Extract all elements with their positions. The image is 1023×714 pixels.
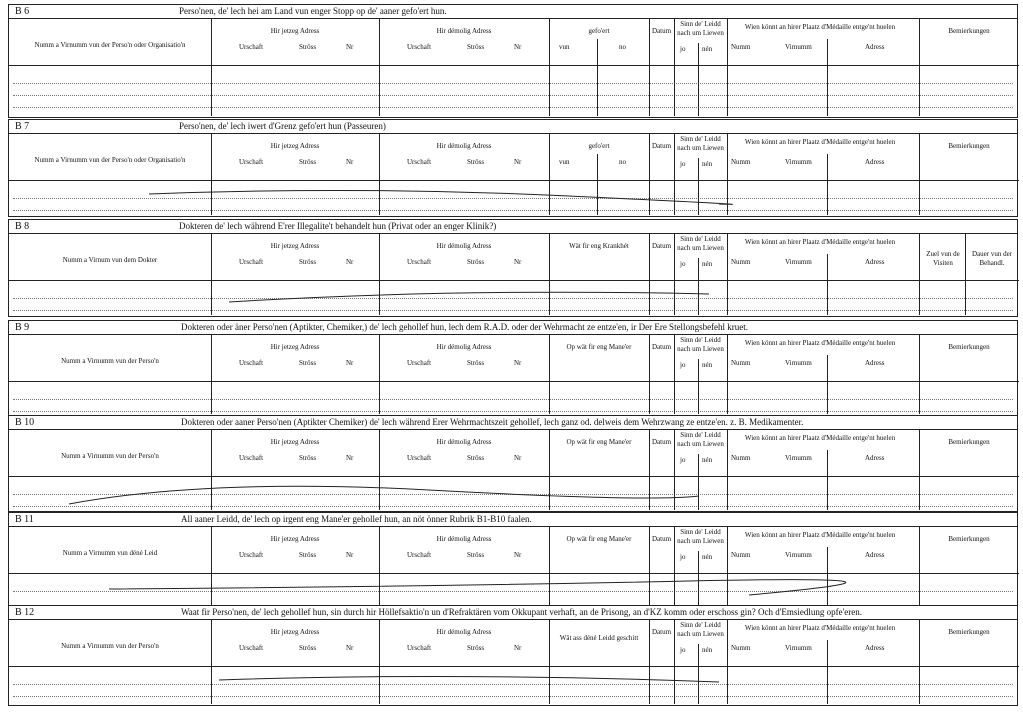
column-divider — [674, 19, 675, 116]
name-column-header: Numm a Virnumm vun der Perso'n oder Organisatio'n — [34, 156, 186, 164]
place-subheader: Urschaft — [239, 158, 264, 166]
row-divider — [9, 65, 1019, 66]
current-address-header: Hir jetzeg Adress — [270, 438, 320, 446]
sense-header: Sinn de' Leidd nach um Liewen — [677, 336, 724, 353]
yes-subheader: jo — [680, 160, 686, 168]
handwritten-pen-stroke — [9, 321, 1019, 417]
number-subheader: Nr — [514, 644, 522, 652]
illness-header: Wät fir eng Krankhét — [569, 242, 629, 250]
demolished-address-header: Hir démolig Adress — [436, 535, 492, 543]
section-b6 — [8, 4, 1018, 118]
section-b10 — [8, 415, 1018, 512]
no-subheader: nén — [702, 361, 713, 369]
name-column-header: Numm a Virnumm vun der Perso'n — [61, 357, 159, 365]
street-subheader: Ströss — [299, 454, 317, 462]
section-b9 — [8, 320, 1018, 416]
medal-address-subheader: Adress — [865, 454, 885, 462]
current-address-header: Hir jetzeg Adress — [270, 142, 320, 150]
column-divider — [674, 234, 675, 315]
date-header: Datum — [651, 343, 672, 351]
street-subheader: Ströss — [299, 644, 317, 652]
section-title: Dokteren de' lech während E'rer Illegalite't behandelt hun (Privat oder an enger Klinik?) — [179, 221, 497, 231]
number-subheader: Nr — [346, 551, 354, 559]
no-subheader: nén — [702, 260, 713, 268]
section-title-bar — [9, 5, 1017, 19]
sense-header: Sinn de' Leidd nach um Liewen — [677, 135, 724, 152]
row-divider — [9, 573, 1019, 574]
place-subheader: Urschaft — [239, 551, 264, 559]
medal-header: Wien könnt an hirer Plaatz d'Médaille entge'nt huelen — [744, 339, 896, 347]
medal-name-subheader: Numm — [731, 43, 751, 51]
medal-name-subheader: Numm — [731, 158, 751, 166]
column-divider — [549, 620, 550, 704]
section-title-bar — [9, 220, 1017, 234]
column-divider — [698, 454, 699, 510]
medal-name-subheader: Numm — [731, 359, 751, 367]
date-header: Datum — [651, 628, 672, 636]
medal-header: Wien könnt an hirer Plaatz d'Médaille entge'nt huelen — [744, 624, 896, 632]
section-code: B 11 — [15, 514, 34, 525]
place-subheader: Urschaft — [407, 551, 432, 559]
column-divider — [698, 258, 699, 315]
medal-address-subheader: Adress — [865, 158, 885, 166]
remarks-header: Bemierkungen — [948, 438, 990, 446]
row-divider — [9, 381, 1019, 382]
column-divider — [674, 335, 675, 414]
section-b11 — [8, 512, 1018, 607]
medal-address-subheader: Adress — [865, 43, 885, 51]
medal-header: Wien könnt an hirer Plaatz d'Médaille entge'nt huelen — [744, 238, 896, 246]
visits-header: Zuel vun de Visiten — [926, 250, 960, 267]
demolished-address-header: Hir démolig Adress — [436, 628, 492, 636]
column-divider — [827, 254, 828, 315]
section-title: Perso'nen, de' lech hei am Land vun enger Stopp op de' aaner gefo'ert hun. — [179, 6, 447, 16]
column-divider — [727, 335, 728, 414]
medal-firstname-subheader: Virnumm — [785, 158, 812, 166]
number-subheader: Nr — [346, 454, 354, 462]
street-subheader: Ströss — [467, 454, 485, 462]
place-subheader: Urschaft — [239, 43, 264, 51]
column-divider — [698, 551, 699, 605]
column-divider — [727, 234, 728, 315]
entry-line — [13, 399, 1013, 400]
medal-firstname-subheader: Virnumm — [785, 454, 812, 462]
section-code: B 9 — [15, 322, 30, 333]
section-b7 — [8, 119, 1018, 217]
current-address-header: Hir jetzeg Adress — [270, 535, 320, 543]
street-subheader: Ströss — [299, 158, 317, 166]
number-subheader: Nr — [514, 158, 522, 166]
column-divider — [827, 355, 828, 414]
yes-subheader: jo — [680, 260, 686, 268]
column-divider — [919, 234, 920, 315]
column-divider — [597, 154, 598, 215]
column-divider — [698, 644, 699, 704]
entry-line — [13, 411, 1013, 412]
medal-header: Wien könnt an hirer Plaatz d'Médaille entge'nt huelen — [744, 138, 896, 146]
place-subheader: Urschaft — [407, 158, 432, 166]
remarks-header: Bemierkungen — [948, 142, 990, 150]
suffered-header: Wät ass déné Leidd geschitt — [559, 634, 639, 642]
handwritten-pen-stroke — [9, 120, 1019, 218]
section-title: Dokteren oder aaner Perso'nen (Aptikter Chemiker) de' lech während Erer Wehrmachtszeit gehollef, lech ganz od. delweis dem Wehrzwang ze entze'en. z. B. Medikamenter. — [181, 417, 804, 427]
from-subheader: vun — [559, 43, 570, 51]
current-address-header: Hir jetzeg Adress — [270, 343, 320, 351]
no-subheader: nén — [702, 456, 713, 464]
section-title: Waat fir Perso'nen, de' lech gehollef hun, sin durch hir Höllefsaktio'n un d'Refraktären vom Okkupant verhaft, an de Prisong, an d'KZ komm oder erschoss gin? Och d'Emsiedlung opfe'eren. — [181, 607, 862, 617]
column-divider — [727, 134, 728, 215]
column-divider — [698, 359, 699, 414]
column-divider — [674, 134, 675, 215]
handwritten-pen-stroke — [9, 606, 1019, 707]
column-divider — [965, 234, 966, 315]
place-subheader: Urschaft — [239, 644, 264, 652]
medal-firstname-subheader: Virnumm — [785, 644, 812, 652]
place-subheader: Urschaft — [239, 258, 264, 266]
section-title-bar — [9, 606, 1017, 620]
street-subheader: Ströss — [467, 644, 485, 652]
entry-line — [13, 298, 1013, 299]
column-divider — [727, 19, 728, 116]
yes-subheader: jo — [680, 361, 686, 369]
medal-address-subheader: Adress — [865, 258, 885, 266]
date-header: Datum — [651, 535, 672, 543]
remarks-header: Bemierkungen — [948, 343, 990, 351]
place-subheader: Urschaft — [407, 644, 432, 652]
entry-line — [13, 591, 1013, 592]
entry-line — [13, 95, 1013, 96]
row-divider — [9, 476, 1019, 477]
handwritten-pen-stroke — [9, 220, 1019, 318]
column-divider — [827, 547, 828, 605]
medal-name-subheader: Numm — [731, 644, 751, 652]
demolished-address-header: Hir démolig Adress — [436, 27, 492, 35]
sense-header: Sinn de' Leidd nach um Liewen — [677, 621, 724, 638]
handwritten-pen-stroke — [9, 513, 1019, 608]
medal-name-subheader: Numm — [731, 258, 751, 266]
medal-firstname-subheader: Virnumm — [785, 359, 812, 367]
medal-address-subheader: Adress — [865, 644, 885, 652]
column-divider — [727, 430, 728, 510]
medal-header: Wien könnt an hirer Plaatz d'Médaille entge'nt huelen — [744, 23, 896, 31]
medal-header: Wien könnt an hirer Plaatz d'Médaille entge'nt huelen — [744, 434, 896, 442]
to-subheader: no — [619, 158, 626, 166]
name-column-header: Numm a Virnumm vun der Perso'n — [61, 452, 159, 460]
section-b8 — [8, 219, 1018, 317]
entry-line — [13, 310, 1013, 311]
entry-line — [13, 684, 1013, 685]
handwritten-pen-stroke — [9, 416, 1019, 513]
date-header: Datum — [651, 142, 672, 150]
street-subheader: Ströss — [467, 359, 485, 367]
sense-header: Sinn de' Leidd nach um Liewen — [677, 528, 724, 545]
led-header: gefo'ert — [588, 27, 610, 35]
duration-header: Dauer vun der Behandl. — [971, 250, 1013, 267]
current-address-header: Hir jetzeg Adress — [270, 27, 320, 35]
no-subheader: nén — [702, 45, 713, 53]
sense-header: Sinn de' Leidd nach um Liewen — [677, 20, 724, 37]
remarks-header: Bemierkungen — [948, 27, 990, 35]
column-divider — [727, 527, 728, 605]
entry-line — [13, 210, 1013, 211]
manner-header: Op wät fir eng Mane'er — [566, 535, 632, 543]
street-subheader: Ströss — [467, 551, 485, 559]
column-divider — [674, 620, 675, 704]
date-header: Datum — [651, 27, 672, 35]
demolished-address-header: Hir démolig Adress — [436, 142, 492, 150]
manner-header: Op wät fir eng Mane'er — [566, 438, 632, 446]
demolished-address-header: Hir démolig Adress — [436, 242, 492, 250]
section-title-bar — [9, 321, 1017, 335]
street-subheader: Ströss — [299, 551, 317, 559]
entry-line — [13, 107, 1013, 108]
yes-subheader: jo — [680, 646, 686, 654]
section-b12 — [8, 605, 1018, 706]
number-subheader: Nr — [346, 43, 354, 51]
street-subheader: Ströss — [467, 158, 485, 166]
street-subheader: Ströss — [299, 359, 317, 367]
section-title: Dokteren oder äner Perso'nen (Aptikter, Chemiker,) de' lech gehollef hun, lech dem R.A.D. oder der Wehrmacht ze entze'en, ir Der Ere Stellongsbefehl kruet. — [181, 322, 749, 332]
section-code: B 10 — [15, 417, 35, 428]
entry-line — [13, 494, 1013, 495]
date-header: Datum — [651, 242, 672, 250]
street-subheader: Ströss — [299, 258, 317, 266]
section-title-bar — [9, 416, 1017, 430]
led-header: gefo'ert — [588, 142, 610, 150]
section-code: B 7 — [15, 121, 30, 132]
column-divider — [698, 43, 699, 116]
section-title-bar — [9, 513, 1017, 527]
number-subheader: Nr — [346, 258, 354, 266]
column-divider — [827, 640, 828, 704]
number-subheader: Nr — [514, 454, 522, 462]
number-subheader: Nr — [514, 258, 522, 266]
entry-line — [13, 83, 1013, 84]
number-subheader: Nr — [514, 43, 522, 51]
current-address-header: Hir jetzeg Adress — [270, 628, 320, 636]
demolished-address-header: Hir démolig Adress — [436, 343, 492, 351]
column-divider — [674, 527, 675, 605]
number-subheader: Nr — [346, 644, 354, 652]
place-subheader: Urschaft — [407, 43, 432, 51]
medal-address-subheader: Adress — [865, 551, 885, 559]
place-subheader: Urschaft — [239, 454, 264, 462]
row-divider — [9, 666, 1019, 667]
column-divider — [827, 154, 828, 215]
column-divider — [827, 450, 828, 510]
medal-name-subheader: Numm — [731, 551, 751, 559]
street-subheader: Ströss — [299, 43, 317, 51]
street-subheader: Ströss — [467, 43, 485, 51]
number-subheader: Nr — [514, 359, 522, 367]
demolished-address-header: Hir démolig Adress — [436, 438, 492, 446]
name-column-header: Numm a Virnumm vun déné Leid — [62, 549, 158, 557]
column-divider — [698, 158, 699, 215]
no-subheader: nén — [702, 553, 713, 561]
medal-firstname-subheader: Virnumm — [785, 43, 812, 51]
manner-header: Op wät fir eng Mane'er — [566, 343, 632, 351]
no-subheader: nén — [702, 646, 713, 654]
section-title: Perso'nen, de' lech iwert d'Grenz gefo'ert hun (Passeuren) — [179, 121, 386, 131]
yes-subheader: jo — [680, 553, 686, 561]
medal-address-subheader: Adress — [865, 359, 885, 367]
place-subheader: Urschaft — [239, 359, 264, 367]
number-subheader: Nr — [514, 551, 522, 559]
place-subheader: Urschaft — [407, 359, 432, 367]
no-subheader: nén — [702, 160, 713, 168]
section-code: B 6 — [15, 6, 30, 17]
entry-line — [13, 198, 1013, 199]
medal-header: Wien könnt an hirer Plaatz d'Médaille entge'nt huelen — [744, 531, 896, 539]
section-title-bar — [9, 120, 1017, 134]
from-subheader: vun — [559, 158, 570, 166]
section-code: B 12 — [15, 607, 35, 618]
place-subheader: Urschaft — [407, 258, 432, 266]
yes-subheader: jo — [680, 45, 686, 53]
sense-header: Sinn de' Leidd nach um Liewen — [677, 431, 724, 448]
place-subheader: Urschaft — [407, 454, 432, 462]
medal-firstname-subheader: Virnumm — [785, 258, 812, 266]
remarks-header: Bemierkungen — [948, 535, 990, 543]
row-divider — [9, 180, 1019, 181]
sense-header: Sinn de' Leidd nach um Liewen — [677, 235, 724, 252]
street-subheader: Ströss — [467, 258, 485, 266]
section-code: B 8 — [15, 221, 30, 232]
date-header: Datum — [651, 438, 672, 446]
name-column-header: Numm a Virnum vun dem Dokter — [62, 256, 158, 264]
number-subheader: Nr — [346, 359, 354, 367]
number-subheader: Nr — [346, 158, 354, 166]
row-divider — [9, 280, 1019, 281]
column-divider — [597, 39, 598, 116]
name-column-header: Numm a Virnumm vun der Perso'n oder Organisatio'n — [34, 41, 186, 49]
current-address-header: Hir jetzeg Adress — [270, 242, 320, 250]
column-divider — [827, 39, 828, 116]
column-divider — [727, 620, 728, 704]
name-column-header: Numm a Virnumm vun der Perso'n — [61, 642, 159, 650]
remarks-header: Bemierkungen — [948, 628, 990, 636]
to-subheader: no — [619, 43, 626, 51]
medal-firstname-subheader: Virnumm — [785, 551, 812, 559]
entry-line — [13, 506, 1013, 507]
column-divider — [674, 430, 675, 510]
section-title: All aaner Leidd, de' lech op irgent eng Mane'er gehollef hun, an nöt önner Rubrik B1-B10 faalen. — [181, 514, 532, 524]
entry-line — [13, 696, 1013, 697]
yes-subheader: jo — [680, 456, 686, 464]
medal-name-subheader: Numm — [731, 454, 751, 462]
